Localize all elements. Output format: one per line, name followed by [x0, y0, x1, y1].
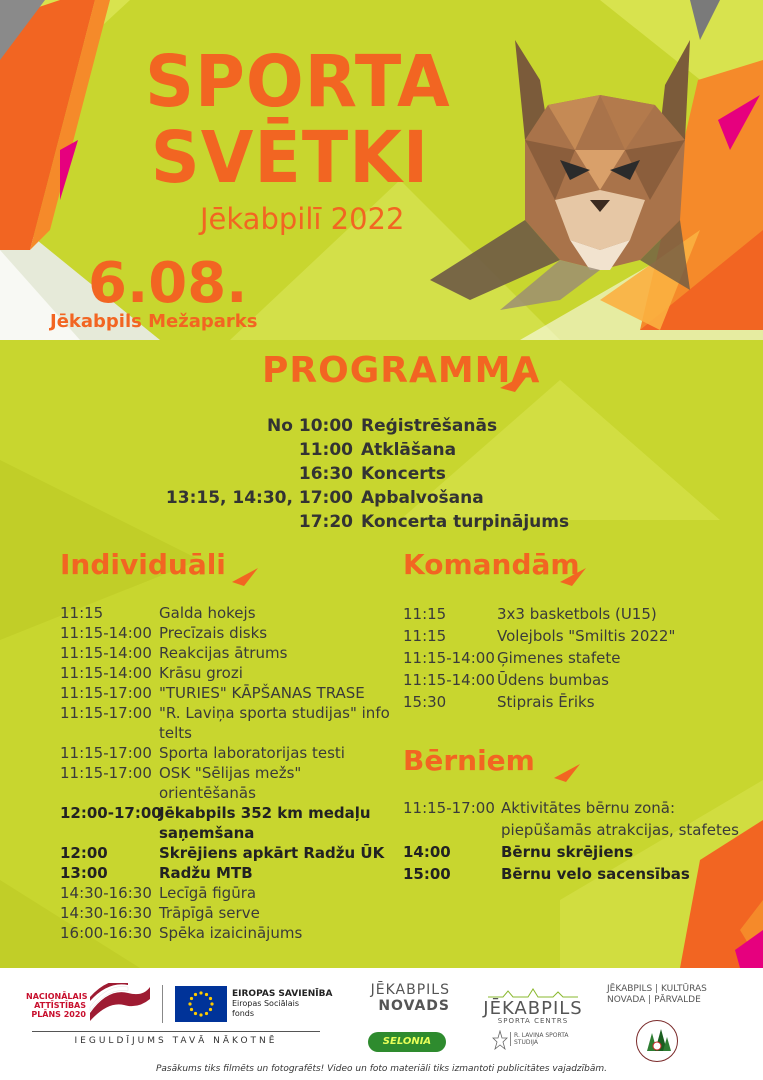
list-item: [403, 669, 743, 691]
programma-time: No 10:00: [267, 416, 353, 436]
lavina-star-icon: [492, 1030, 508, 1050]
programma-item: [150, 464, 650, 488]
item-event: Aktivitātes bērnu zonā: piepūšamās atrakcijas, stafetes: [501, 799, 739, 839]
komandam-list: [403, 603, 743, 713]
item-event: Galda hokejs: [159, 604, 256, 622]
item-time: 11:15-17:00: [60, 764, 152, 782]
jekabpils-novads-logo: [355, 982, 450, 1014]
item-time: 11:15-17:00: [60, 684, 152, 702]
item-time: 14:30-16:30: [60, 884, 152, 902]
item-time: 11:15: [403, 605, 447, 623]
list-item: [60, 743, 390, 763]
jsc-name: JĒKABPILS: [483, 998, 583, 1019]
item-event: "TURIES" KĀPŠANAS TRASE: [159, 684, 365, 702]
list-item: [60, 923, 390, 943]
list-item: [60, 863, 390, 883]
item-time: 15:30: [403, 693, 447, 711]
item-time: 11:15: [60, 604, 104, 622]
jn-line2: NOVADS: [378, 998, 450, 1014]
list-item: [403, 841, 743, 863]
item-time: 11:15-14:00: [60, 664, 152, 682]
list-item: [60, 623, 390, 643]
lavina-logo: [492, 1030, 582, 1052]
subtitle: Jēkabpilī 2022: [200, 202, 405, 236]
list-item: [403, 797, 743, 841]
eu-text: [232, 989, 332, 1019]
item-event: Volejbols "Smiltis 2022": [497, 627, 676, 645]
item-event: Ūdens bumbas: [497, 671, 609, 689]
lavina-text: R. LAVIŅA SPORTA STUDIJA: [510, 1032, 574, 1046]
item-time: 11:15-14:00: [403, 649, 495, 667]
programma-label: Apbalvošana: [361, 488, 484, 508]
item-event: Skrējiens apkārt Radžu ŪK: [159, 844, 385, 862]
list-item: [60, 643, 390, 663]
list-item: [60, 843, 390, 863]
item-event: Jēkabpils 352 km medaļu saņemšana: [159, 804, 371, 842]
item-event: Reakcijas ātrums: [159, 644, 288, 662]
list-item: [60, 603, 390, 623]
kulturas-parvalde-logo: [607, 984, 707, 1006]
list-item: [60, 703, 390, 743]
item-time: 11:15-14:00: [403, 671, 495, 689]
jnkp-line2: NOVADA | PĀRVALDE: [607, 995, 701, 1005]
nap-text: NACIONĀLAIS ATTĪSTĪBAS PLĀNS 2020: [26, 992, 88, 1019]
item-event: Spēka izaicinājums: [159, 924, 303, 942]
programma-label: Koncerts: [361, 464, 446, 484]
item-event: Bērnu velo sacensības: [501, 865, 690, 883]
programma-time: 17:20: [298, 512, 353, 532]
item-time: 14:30-16:30: [60, 904, 152, 922]
item-event: Radžu MTB: [159, 864, 253, 882]
item-time: 16:00-16:30: [60, 924, 152, 942]
footer-separator: [162, 985, 163, 1023]
jn-line1: JĒKABPILS: [370, 982, 450, 998]
list-item: [60, 803, 390, 843]
list-item: [403, 603, 743, 625]
event-date: 6.08.: [88, 251, 248, 316]
list-item: [403, 625, 743, 647]
latvia-flag-logo: [88, 983, 152, 1023]
individuali-list: [60, 603, 390, 943]
sporta-centrs-logo: [483, 988, 583, 1025]
item-event: Bērnu skrējiens: [501, 843, 634, 861]
item-time: 11:15-14:00: [60, 644, 152, 662]
list-item: [403, 647, 743, 669]
programma-item: [150, 440, 650, 464]
list-item: [403, 863, 743, 885]
programma-item: [150, 512, 650, 536]
skyline-icon: [483, 988, 583, 998]
item-event: Lecīgā figūra: [159, 884, 257, 902]
item-time: 11:15: [403, 627, 447, 645]
footer-slogan: IEGULDĪJUMS TAVĀ NĀKOTNĒ: [74, 1036, 278, 1046]
eu-fund: Eiropas Sociālais fonds: [232, 999, 299, 1018]
item-event: Trāpīgā serve: [159, 904, 260, 922]
komandam-title: Komandām: [403, 548, 580, 581]
item-event: Precīzais disks: [159, 624, 268, 642]
osk-selijas-mezs-logo: [636, 1020, 678, 1062]
programma-item: [150, 488, 650, 512]
programma-item: [150, 416, 650, 440]
item-event: "R. Laviņa sporta studijas" info telts: [159, 704, 390, 742]
list-item: [60, 903, 390, 923]
berniem-list: [403, 797, 743, 885]
item-event: Ģimenes stafete: [497, 649, 621, 667]
selonia-logo: SELONIA: [368, 1032, 446, 1052]
event-place: Jēkabpils Mežaparks: [50, 311, 258, 332]
individuali-title: Individuāli: [60, 548, 226, 581]
programma-title: PROGRAMMA: [262, 350, 541, 391]
list-item: [60, 663, 390, 683]
programma-label: Atklāšana: [361, 440, 457, 460]
item-event: 3x3 basketbols (U15): [497, 605, 657, 623]
item-time: 11:15-17:00: [60, 744, 152, 762]
footer-note: Pasākums tiks filmēts un fotografēts! Video un foto materiāli tiks izmantoti publicitātes vajadzībām.: [155, 1064, 608, 1074]
programma-label: Koncerta turpinājums: [361, 512, 570, 532]
jsc-sub: SPORTA CENTRS: [497, 1017, 569, 1025]
item-event: Krāsu grozi: [159, 664, 243, 682]
programma-time: 13:15, 14:30, 17:00: [165, 488, 353, 508]
list-item: [60, 683, 390, 703]
item-time: 13:00: [60, 864, 108, 882]
list-item: [60, 763, 390, 803]
item-time: 12:00-17:00: [60, 804, 162, 822]
title-line-2: SVĒTKI: [150, 117, 430, 200]
programma-time: 16:30: [298, 464, 353, 484]
item-time: 14:00: [403, 843, 451, 861]
item-event: Stiprais Ēriks: [497, 693, 595, 711]
footer-line: [32, 1031, 320, 1032]
list-item: [403, 691, 743, 713]
list-item: [60, 883, 390, 903]
title-line-1: SPORTA: [145, 41, 451, 124]
berniem-title: Bērniem: [403, 744, 535, 777]
programma-label: Reģistrēšanās: [361, 416, 498, 436]
item-time: 11:15-14:00: [60, 624, 152, 642]
item-time: 12:00: [60, 844, 108, 862]
item-time: 15:00: [403, 865, 451, 883]
programma-list: [150, 416, 650, 536]
item-time: 11:15-17:00: [60, 704, 152, 722]
item-event: Sporta laboratorijas testi: [159, 744, 345, 762]
programma-time: 11:00: [298, 440, 353, 460]
eu-flag-logo: [175, 986, 227, 1022]
item-time: 11:15-17:00: [403, 799, 495, 817]
eu-title: EIROPAS SAVIENĪBA: [232, 989, 333, 999]
item-event: OSK "Sēlijas mežs" orientēšanās: [159, 764, 302, 802]
jnkp-line1: JĒKABPILS | KULTŪRAS: [607, 984, 707, 994]
